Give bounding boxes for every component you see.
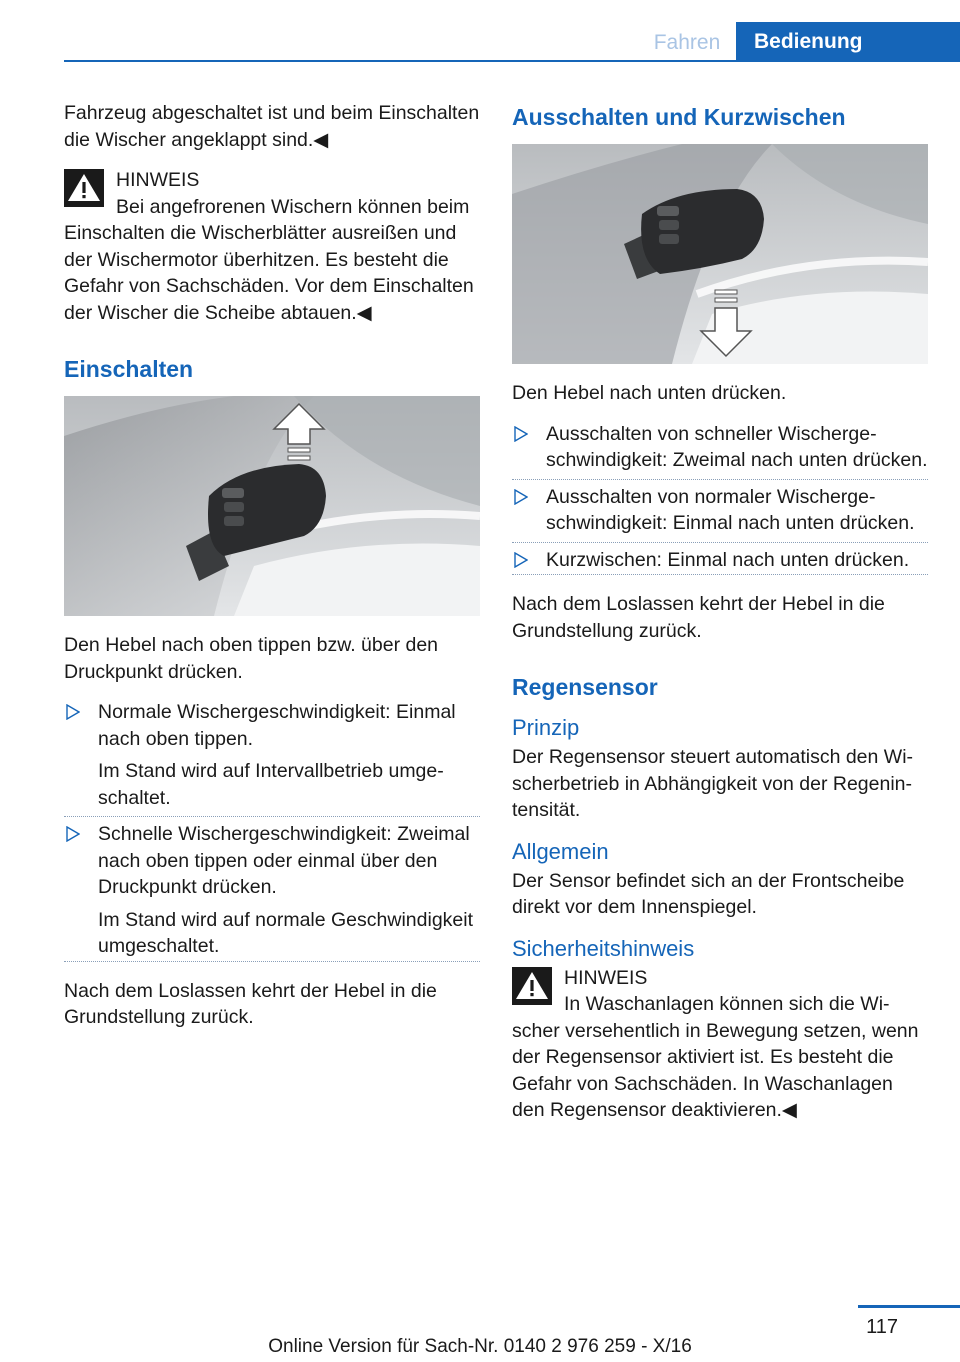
wiper-lever-down-illustration [512,144,928,364]
list-item [512,484,928,547]
wiper-lever-up-illustration [64,396,480,616]
heading-einschalten: Einschalten [64,356,194,382]
heading-ausschalten: Ausschalten und Kurzwischen [512,104,846,130]
list-item [512,547,928,580]
triangle-bullet-icon [514,552,528,568]
list-item-subtext: Im Stand wird auf normale Geschwindigkeit umgeschaltet. [98,908,474,957]
page-header [0,0,960,64]
heading-regensensor: Regensensor [512,674,658,700]
left-column [64,100,480,1045]
list-item-text: Ausschalten von schneller Wischergeschwindigkeit: Zweimal nach unten drücken. [546,422,928,471]
page-number: 117 [866,1316,898,1338]
header-chapter-tab: Bedienung [736,22,960,62]
caption-einschalten: Den Hebel nach oben tippen bzw. über den Druckpunkt drücken. [64,634,439,683]
intro-paragraph: Fahrzeug abgeschaltet ist und beim Einschalten die Wischer angeklappt sind.◀ [64,102,480,151]
warning-text: Bei angefrorenen Wischern können beim Einschalten die Wischerblätter ausreißen und der Wischermotor überhitzen. Es besteht die Gefahr von Sachschäden. Vor dem Einschalten der Wischer die Scheibe abtauen.◀ [64,195,474,324]
triangle-bullet-icon [66,704,80,720]
list-item-text: Normale Wischergeschwindigkeit: Einmal nach oben tippen. [98,701,456,750]
general-paragraph: Der Sensor befindet sich an der Frontscheibe direkt vor dem Innenspiegel. [512,869,905,918]
outro-paragraph: Nach dem Loslassen kehrt der Hebel in die Grundstellung zurück. [64,979,437,1028]
list-item-text: Ausschalten von normaler Wischergeschwindigkeit: Einmal nach unten drücken. [546,485,915,534]
ausschalten-list [512,421,928,580]
list-item [512,421,928,484]
outro-paragraph: Nach dem Loslassen kehrt der Hebel in die Grundstellung zurück. [512,593,885,642]
footer-rule [858,1305,960,1308]
online-version-footer: Online Version für Sach-Nr. 0140 2 976 259 - X/16 [268,1336,692,1357]
list-item-subtext: Im Stand wird auf Intervallbetrieb umgeschaltet. [98,760,444,809]
list-item [64,821,480,966]
right-column [512,100,928,1138]
warning-icon [512,967,552,1005]
header-section: Fahren [653,31,721,54]
warning-block [512,965,928,1124]
heading-sicherheitshinweis: Sicherheitshinweis [512,935,695,961]
heading-allgemein: Allgemein [512,838,609,864]
warning-title: HINWEIS [116,169,200,191]
triangle-bullet-icon [514,489,528,505]
principle-paragraph: Der Regensensor steuert automatisch den Wischerbetrieb in Abhängigkeit von der Regenintensität. [512,746,914,821]
triangle-bullet-icon [514,426,528,442]
caption-ausschalten: Den Hebel nach unten drücken. [512,382,787,404]
list-item-text: Schnelle Wischergeschwindigkeit: Zweimal nach oben tippen oder einmal über den Druckpunkt drücken. [98,823,470,898]
heading-prinzip: Prinzip [512,715,580,740]
triangle-bullet-icon [66,826,80,842]
warning-title: HINWEIS [564,966,648,989]
list-item [64,699,480,821]
einschalten-list [64,699,480,966]
warning-block [64,167,480,326]
warning-icon [64,169,104,207]
list-item-text: Kurzwischen: Einmal nach unten drücken. [546,548,910,571]
header-rule [64,60,960,62]
warning-text: In Waschanlagen können sich die Wischer versehentlich in Bewegung setzen, wenn der Regensensor aktiviert ist. Es besteht die Gefahr von Sachschäden. In Waschanlagen den Regensensor deaktivieren.◀ [512,993,919,1121]
